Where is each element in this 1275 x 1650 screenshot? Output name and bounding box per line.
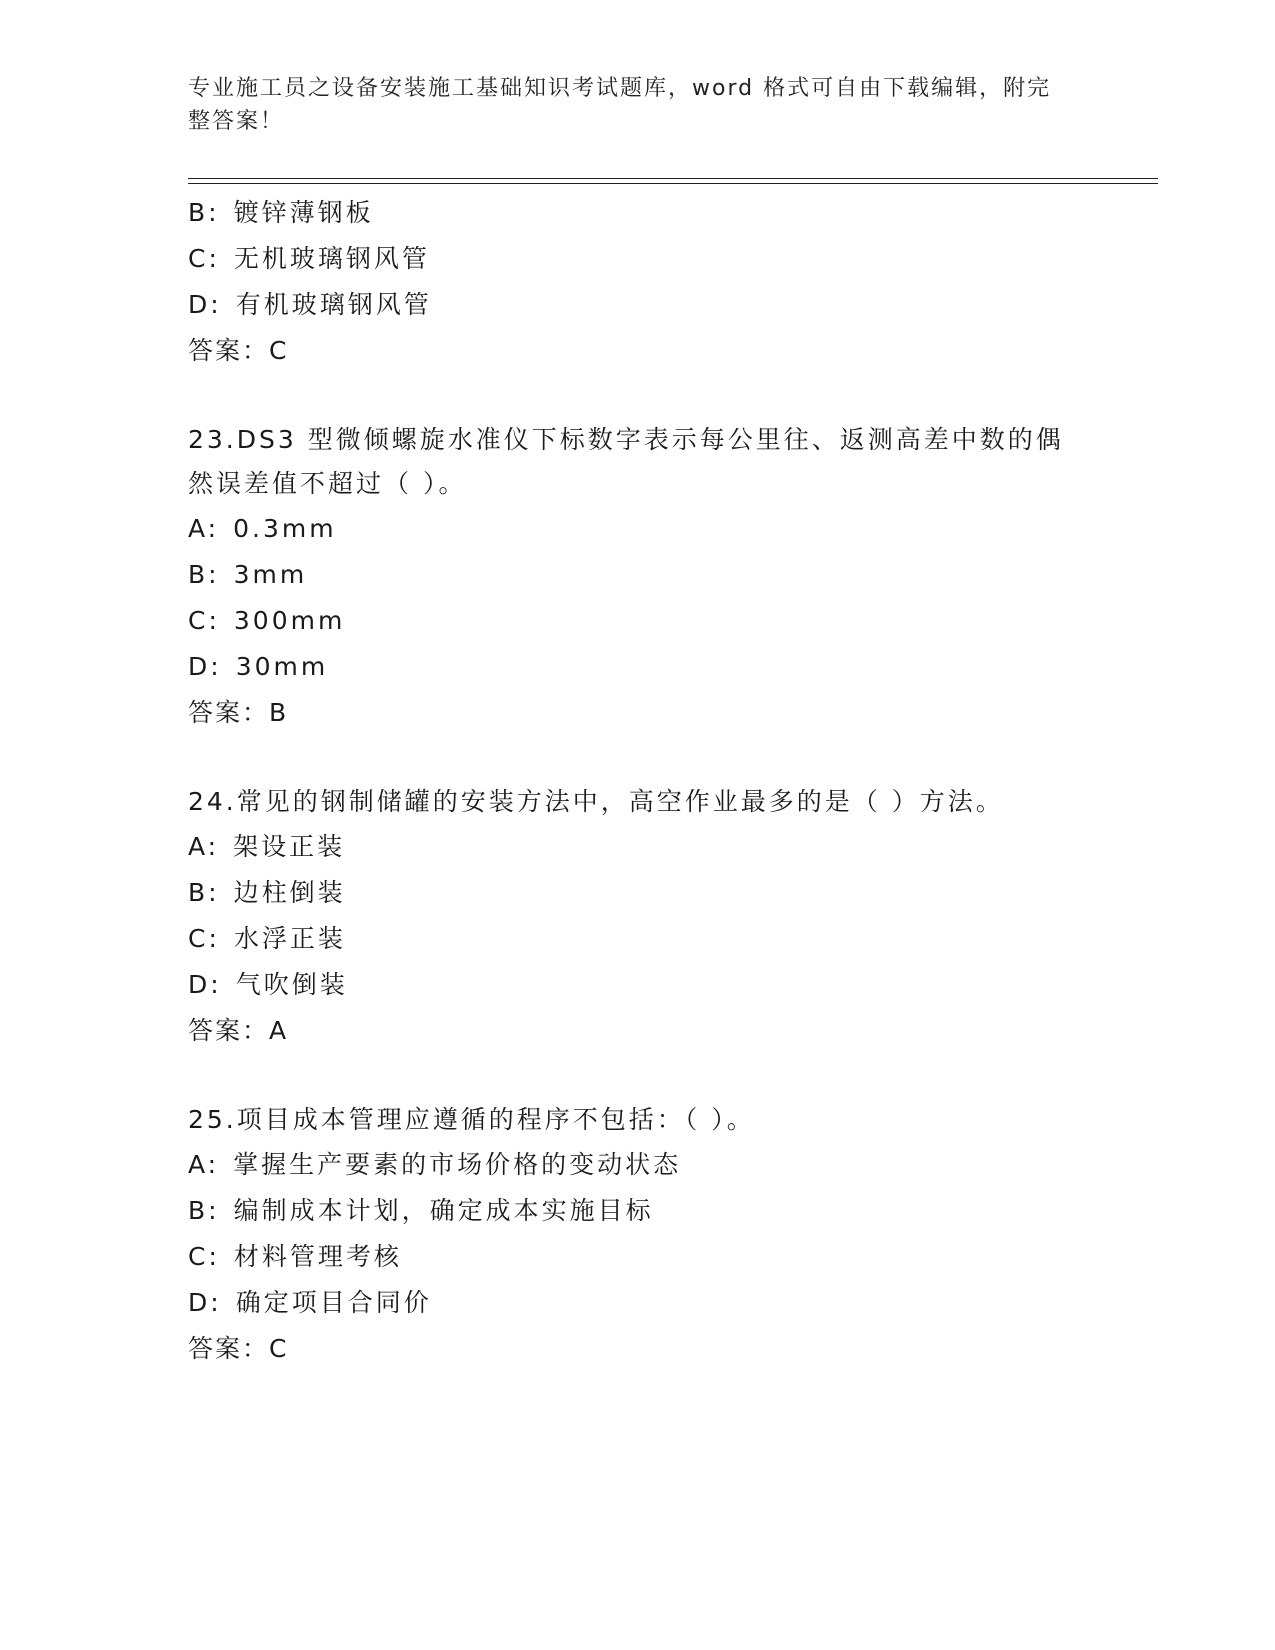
option-text: 边柱倒装 <box>233 878 346 907</box>
question-stem: 23.DS3 型微倾螺旋水准仪下标数字表示每公里往、返测高差中数的偶然误差值不超过（ ）。 <box>188 425 1064 498</box>
option-key: A: <box>188 832 220 861</box>
option-a <box>188 824 1088 870</box>
option-b <box>188 552 1088 598</box>
option-text: 无机玻璃钢风管 <box>233 244 430 273</box>
option-text: 0.3mm <box>233 514 337 543</box>
option-a <box>188 1142 1088 1188</box>
option-key: D: <box>188 652 222 681</box>
option-text: 300mm <box>233 606 346 635</box>
option-text: 镀锌薄钢板 <box>233 198 374 227</box>
answer: 答案：B <box>188 698 289 727</box>
page-header: 专业施工员之设备安装施工基础知识考试题库，word 格式可自由下载编辑，附完整答案！ <box>188 76 1052 134</box>
option-key: C: <box>188 244 220 273</box>
option-d <box>188 282 1088 328</box>
question-24 <box>188 780 1088 1054</box>
option-d <box>188 962 1088 1008</box>
option-key: B: <box>188 878 220 907</box>
option-c <box>188 916 1088 962</box>
option-b <box>188 190 1088 236</box>
option-text: 3mm <box>233 560 308 589</box>
question-23 <box>188 418 1088 736</box>
option-key: D: <box>188 1288 222 1317</box>
option-key: D: <box>188 970 222 999</box>
option-key: C: <box>188 1242 220 1271</box>
option-key: A: <box>188 1150 220 1179</box>
question-stem: 25.项目成本管理应遵循的程序不包括：（ ）。 <box>188 1105 755 1134</box>
option-key: A: <box>188 514 220 543</box>
header-rule-bottom <box>188 183 1158 184</box>
option-key: D: <box>188 290 222 319</box>
option-c <box>188 236 1088 282</box>
option-text: 架设正装 <box>233 832 346 861</box>
option-key: B: <box>188 560 220 589</box>
option-text: 确定项目合同价 <box>235 1288 432 1317</box>
option-c <box>188 1234 1088 1280</box>
option-text: 30mm <box>235 652 329 681</box>
question-stem: 24.常见的钢制储罐的安装方法中，高空作业最多的是（ ）方法。 <box>188 787 1004 816</box>
option-d <box>188 1280 1088 1326</box>
option-b <box>188 1188 1088 1234</box>
question-25 <box>188 1098 1088 1372</box>
option-text: 掌握生产要素的市场价格的变动状态 <box>233 1150 682 1179</box>
question-content <box>188 190 1088 1372</box>
option-c <box>188 598 1088 644</box>
option-text: 有机玻璃钢风管 <box>235 290 432 319</box>
header-rule-top <box>188 178 1158 179</box>
answer: 答案：A <box>188 1016 289 1045</box>
answer: 答案：C <box>188 1334 289 1363</box>
option-key: C: <box>188 924 220 953</box>
option-text: 材料管理考核 <box>233 1242 402 1271</box>
option-b <box>188 870 1088 916</box>
option-a <box>188 506 1088 552</box>
option-key: C: <box>188 606 220 635</box>
option-text: 编制成本计划，确定成本实施目标 <box>233 1196 654 1225</box>
question-22-continued <box>188 190 1088 374</box>
option-key: B: <box>188 1196 220 1225</box>
answer: 答案：C <box>188 336 289 365</box>
option-d <box>188 644 1088 690</box>
option-text: 气吹倒装 <box>235 970 348 999</box>
option-text: 水浮正装 <box>233 924 346 953</box>
option-key: B: <box>188 198 220 227</box>
